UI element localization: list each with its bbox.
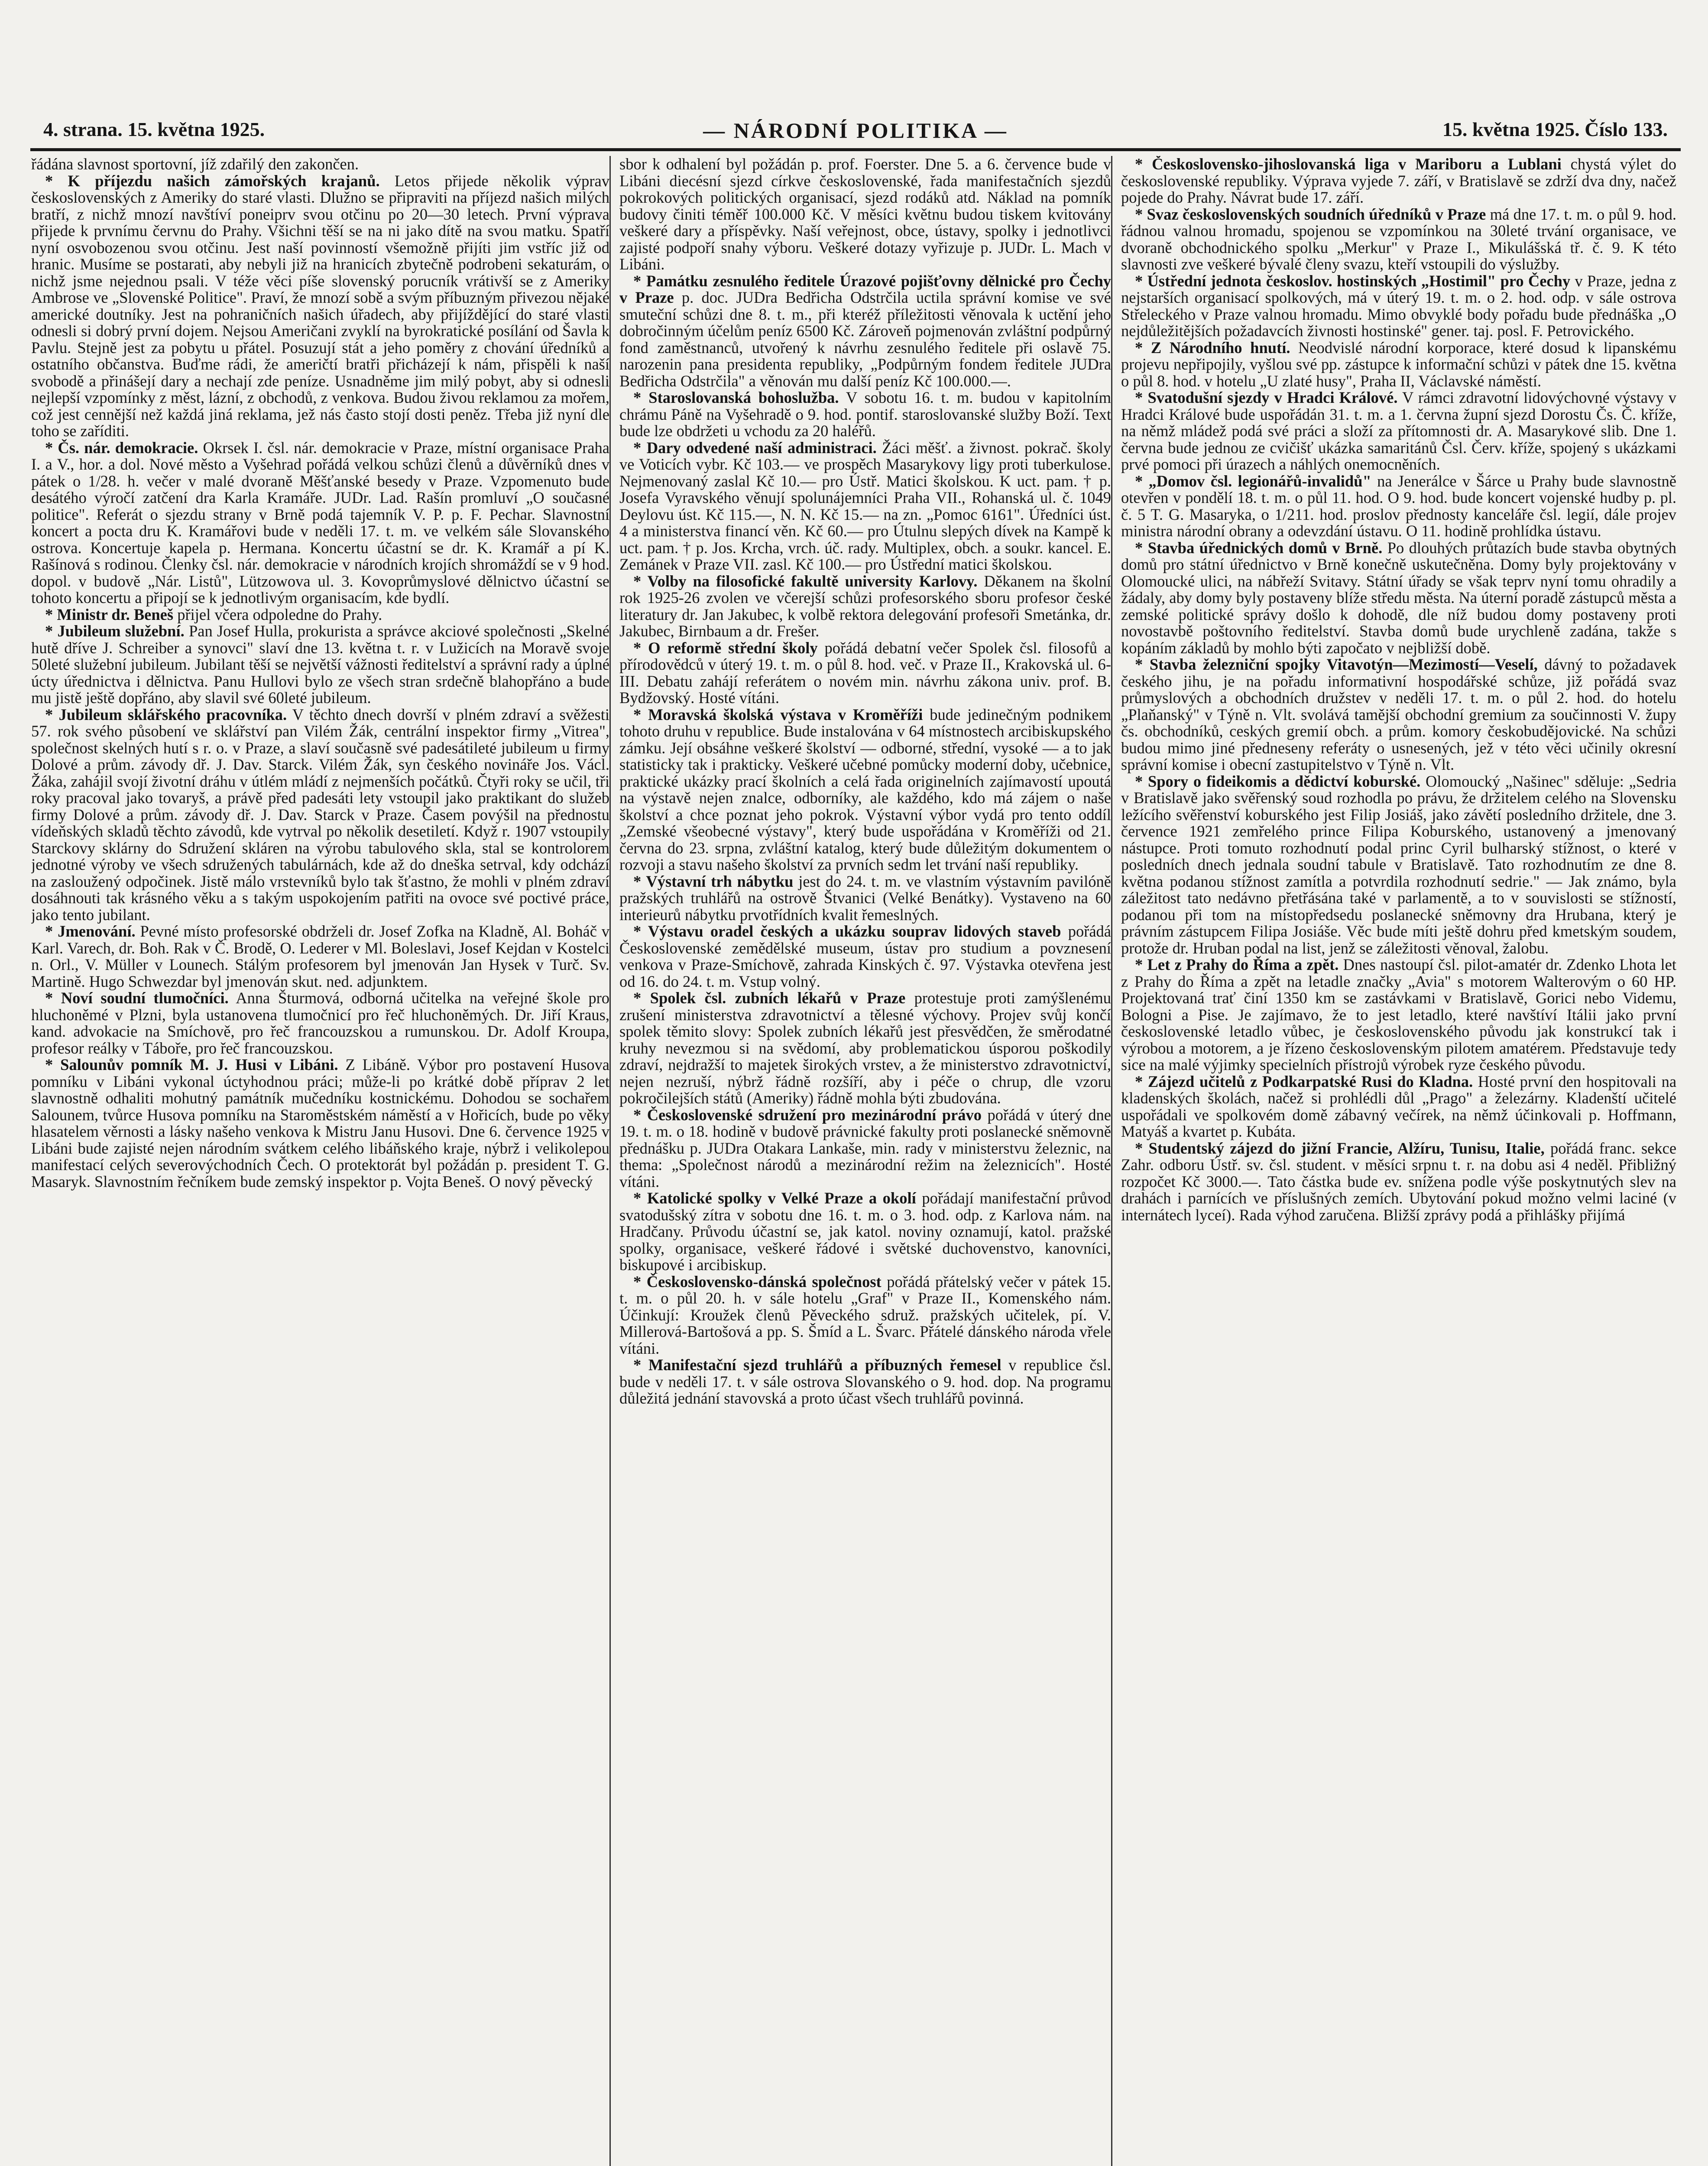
article-paragraph xyxy=(1121,773,1676,957)
article-headline: Katolické spolky v Velké Praze a okolí xyxy=(647,1189,916,1207)
article-body: na Jenerálce v Šárce u Prahy bude slavnostně otevřen v pondělí 18. t. m. o půl 11. hod. O 9. hod. bude koncert vojenské hudby p. pl. č. 5 T. G. Masaryka, o 1/211. hod. proslov přednosty kanceláře čsl. legií, dále projev ministra národní obrany a odevzdání ústavu. O 11. hodině prohlídka ústavu. xyxy=(1121,472,1676,540)
article-headline: Ústřední jednota českoslov. hostinských „Hostimil" pro Čechy xyxy=(1147,272,1571,290)
article-headline: K příjezdu našich zámořských krajanů. xyxy=(68,172,380,190)
article-paragraph xyxy=(31,156,609,173)
article-bullet-icon: * xyxy=(45,705,59,723)
article-paragraph xyxy=(1121,957,1676,1073)
article-paragraph xyxy=(619,389,1111,440)
article-body: Hosté první den hospitovali na kladenských školách, načež si prohlédli důl „Prago" a železárny. Kladenští učitelé uspořádali ve spolkovém domě zábavný večírek, na němž účinkovali p. Hoffmann, Matyáš a kvartet p. Kubáta. xyxy=(1121,1072,1676,1140)
article-bullet-icon: * xyxy=(633,705,648,723)
article-headline: Let z Prahy do Říma a zpět. xyxy=(1147,956,1339,973)
article-body: v republice čsl. bude v neděli 17. t. v sále ostrova Slovanského o 9. hod. dop. Na programu důležitá jednání stavovská a proto účast všech truhlářů povinná. xyxy=(619,1356,1112,1407)
article-headline: Jmenování. xyxy=(58,922,136,940)
article-paragraph xyxy=(1121,340,1676,390)
article-bullet-icon: * xyxy=(633,1356,648,1374)
article-body: protestuje proti zamýšlenému zrušení ministerstva zdravotnictví a tělesné výchovy. Projev svůj končí spolek těmito slovy: Spolek zubních lékařů jest přesvědčen, že směrodatné kruhy nevezmou si na svědomí, aby problematickou úsporou poškodily zdraví, nejdražší to majetek širokých vrstev, a že ministerstvo zdravotnictví, nejen nezruší, nýbrž řádně rozšíří, aby i péče o chrup, dle vzoru pokročilejších států (Ameriky) řádně mohla býti zbudována. xyxy=(619,989,1111,1107)
article-bullet-icon: * xyxy=(45,438,58,457)
article-headline: Z Národního hnutí. xyxy=(1151,338,1290,357)
article-paragraph xyxy=(619,707,1111,873)
article-headline: Svatodušní sjezdy v Hradci Králové. xyxy=(1147,389,1398,406)
article-bullet-icon: * xyxy=(633,1189,647,1207)
article-headline: Ministr dr. Beneš xyxy=(57,605,174,623)
article-body: Pan Josef Hulla, prokurista a správce akciové společnosti „Skelné hutě dříve J. Schreiber a synovci" slaví dne 13. května t. r. v Lužicích na Moravě svoje 50leté služební jubileum. Jubilant těší se největší vážnosti ředitelství a správní rady a úplné úcty úřednictva i dělnictva. Panu Hullovi bylo ze všech stran srdečně blahopřáno a bude mu jistě ještě dopřáno, aby slavil své 60leté jubileum. xyxy=(31,622,610,707)
column-2 xyxy=(619,156,1112,2166)
article-headline: Manifestační sjezd truhlářů a příbuzných řemesel xyxy=(648,1356,1001,1374)
article-bullet-icon: * xyxy=(633,389,649,406)
article-paragraph xyxy=(619,873,1111,924)
article-paragraph xyxy=(1121,540,1676,657)
article-body: p. doc. JUDra Bedřicha Odstrčila uctila správní komise ve své smuteční schůzi dne 8. t. m., při kteréž příležitosti věnovala k uctění jeho dobročinným účelům peníz 6500 Kč. Zároveň pojmenován zvláštní podpůrný fond zaměstnanců, utvořený k návrhu zesnulého ředitele při oslavě 75. narozenin pana presidenta republiky, „Podpůrným fondem ředitele JUDra Bedřicha Odstrčila" a věnován mu další peníz Kč 100.000.—. xyxy=(619,289,1112,390)
article-paragraph xyxy=(31,173,609,440)
article-body: Letos přijede několik výprav československých z Ameriky do staré vlasti. Dlužno se připraviti na příjezd našich milých bratří, z nichž mnozí navštíví poneiprv svou otčinu po 20—30 letech. První výprava přijede k prvnímu červnu do Prahy. Všichni těší se na ni jako dítě na svou matku. Spatří nyní osvobozenou svou otčinu. Jest naší povinností všemožně přijíti jim vstříc již od hranic. Musíme se postarati, aby nebyli již na hranicích zbytečně podrobeni sekaturám, o nichž jsme nejednou psali. V téže věci píše slovenský porucník vrátivší se z Ameriky Ambrose ve „Slovenské Politice". Praví, že mnozí sobě a svým příbuzným přivezou nějaké americké doutníky. Jest na pohraničních našich úřadech, aby přijíždějící do staré vlasti odnesli si dobrý první dojem. Nejsou Američani zvyklí na byrokratické posílání od Šavla k Pavlu. Stejně jest za pobytu u přátel. Posuzují stát a jeho poměry z chování úředníků a ostatního občanstva. Buďme rádi, že američtí bratři přicházejí k nám, přispěli k naší svobodě a přinášejí dary a nechají zde peníze. Usnadněme jim milý pobyt, aby si odnesli nejlepší vzpomínky z měst, lázní, z obchodů, z venkova. Budou živou reklamou za mořem, což jest cennější než každá jiná reklama, jež nás často stojí dosti peněz. Třeba již nyní dle toho se zaříditi. xyxy=(31,172,610,440)
header-left: 4. strana. 15. května 1925. xyxy=(43,118,265,140)
article-paragraph xyxy=(1121,389,1676,473)
article-bullet-icon: * xyxy=(1135,156,1152,173)
article-bullet-icon: * xyxy=(45,622,58,640)
article-bullet-icon: * xyxy=(1135,472,1149,490)
article-body: jest do 24. t. m. ve vlastním výstavním pavilóně pražských truhlářů na ostrově Štvanici (Velké Benátky). Vystaveno na 60 interieurů nábytku prvotřídních kvalit řemeslných. xyxy=(619,872,1112,924)
article-paragraph xyxy=(31,440,609,606)
article-paragraph xyxy=(31,923,609,990)
article-headline: Studentský zájezd do jižní Francie, Alžíru, Tunisu, Italie, xyxy=(1148,1139,1545,1157)
column-3 xyxy=(1121,156,1676,2166)
article-body: řádána slavnost sportovní, jíž zdařilý den zakončen. xyxy=(31,156,359,173)
article-body: v Praze, jedna z nejstarších organisací spolkových, má v úterý 19. t. m. o 2. hod. odp. v sále ostrova Střeleckého v Praze valnou hromadu. Mimo obvyklé body pořadu bude přednáška „O nejdůležitějších požadavcích živnosti hostinské" gener. taj. posl. F. Petrovického. xyxy=(1121,272,1676,340)
article-paragraph xyxy=(1121,656,1676,773)
article-body: pořádá franc. sekce Zahr. odboru Ústř. sv. čsl. student. v měsíci srpnu t. r. na dobu asi 4 neděl. Přibližný rozpočet Kč 3000.—. Tato částka bude ev. snížena podle výše poskytnutých slev na drahách i parnících ve příslušných zemích. Ubytování pokud možno velmi laciné (v internátech lyceí). Rada výhod zaručena. Bližší zprávy podá a přihlášky přijímá xyxy=(1121,1139,1676,1224)
article-paragraph xyxy=(31,707,609,924)
article-bullet-icon: * xyxy=(45,1056,61,1073)
article-headline: Spolek čsl. zubních lékařů v Praze xyxy=(650,989,906,1007)
article-body: Neodvislé národní korporace, které dosud k lipanskému projevu nepřipojily, vyšlou své pp. zástupce k informační schůzi v pátek dne 15. května o půl 8. hod. v hotelu „U zlaté husy", Praha II, Václavské náměstí. xyxy=(1121,338,1676,390)
article-body: V sobotu 16. t. m. budou v kapitolním chrámu Páně na Vyšehradě o 9. hod. pontif. staroslovanské služby Boží. Text bude lze obdržeti u vchodu za 20 haléřů. xyxy=(619,389,1112,440)
article-body: pořádá debatní večer Spolek čsl. filosofů a přírodovědců v úterý 19. t. m. o půl 8. hod. več. v Praze II., Krakovská ul. 6-III. Debatu zahájí referátem o novém min. návrhu zákona univ. prof. B. Bydžovský. Hosté vítáni. xyxy=(619,639,1112,707)
article-body: V těchto dnech dovrší v plném zdraví a svěžesti 57. rok svého působení ve sklářství pan Vilém Žák, centrální inspektor firmy „Vitrea", společnost skelných hutí s r. o. v Praze, a slaví současně své padesátileté jubileum u firmy Dolové a prům. závody dř. J. Dav. Starck. Vilém Žák, syn českého novináře Jos. Václ. Žáka, zahájil svojí životní dráhu v útlém mládí z nejmenších počátků. Čtyři roky se učil, tři roky pracoval jako tovaryš, a právě před padesáti lety vstoupil jako praktikant do služeb firmy Dolové a prům. závody dř. J. Dav. Starck v Praze. Časem povýšil na přednostu vídeňských skladů těchto závodů, kde vytrval po několik desetiletí. Když r. 1907 vstoupily Starckovy sklárny do Sdružení skláren na výrobu tabulového skla, stal se kontrolorem jednotné výroby ve všech sdružených tabulárnách, kde až do dneška setrval, kdy odchází na zasloužený odpočinek. Jistě málo vrstevníků bylo tak šťastno, že mohli v plném zdraví dosáhnouti tak krásného věku a s takým uspokojením patřiti na ovoce své poctivé práce, jako tento jubilant. xyxy=(31,705,609,924)
article-bullet-icon: * xyxy=(633,1272,647,1291)
article-paragraph xyxy=(1121,273,1676,340)
article-headline: Spory o fideikomis a dědictví koburské. xyxy=(1147,772,1421,790)
article-body: pořádá Československé zemědělské museum, ústav pro studium a povznesení venkova v Praze-Smíchově, zahrada Kinských č. 97. Výstavka otevřena jest od 16. do 24. t. m. Vstup volný. xyxy=(619,922,1112,990)
article-headline: Československé sdružení pro mezinárodní právo xyxy=(647,1106,982,1124)
column-1 xyxy=(31,156,611,2166)
article-paragraph xyxy=(619,1274,1111,1357)
article-body: Olomoucký „Našinec" sděluje: „Sedria v Bratislavě jako svěřenský soud rozhodla po právu, že držitelem celého na Slovensku ležícího svěřenství koburského jest Filip Josiáš, jako závětí posledního držitele, dne 3. července 1921 zemřelého prince Filipa Koburského, ustanovený a jmenovaný nástupce. Proti tomuto rozhodnutí podal princ Cyril bulharský stížnost, o které v posledních dnech jednala soudní tabule v Bratislavě. Tato rozhodnutím ze dne 8. května podanou stížnost zamítla a potvrdila rozhodnutí sedrie." — Jak známo, byla záležitost tato nedávno přetřásána také v parlamentě, a to v souvislosti se stížností, podanou při tom na místopředsedu poslanecké sněmovny dra Hrubana, který je právním zástupcem Filipa Josiáše. Věc bude míti ještě dohru před kmetským soudem, protože dr. Hruban podal na list, jenž se záležitosti věnoval, žalobu. xyxy=(1121,772,1676,957)
article-body: chystá výlet do československé republiky. Výprava vyjede 7. září, v Bratislavě se zdrží dva dny, načež pojede do Prahy. Návrat bude 17. září. xyxy=(1121,156,1676,206)
article-bullet-icon: * xyxy=(45,605,57,623)
article-headline: Československo-jihoslovanská liga v Mariboru a Lublani xyxy=(1152,156,1562,173)
article-paragraph xyxy=(619,640,1111,707)
article-body: Děkanem na školní rok 1925-26 zvolen ve včerejší schůzi profesorského sboru profesor české literatury dr. Jan Jakubec, k volbě rektora delegování profesoři Smetánka, dr. Jakubec, Birnbaum a dr. Frešer. xyxy=(619,572,1112,640)
article-bullet-icon: * xyxy=(1135,205,1147,223)
article-headline: O reformě střední školy xyxy=(648,639,818,657)
article-paragraph xyxy=(619,990,1111,1107)
article-body: Okrsek I. čsl. nár. demokracie v Praze, místní organisace Praha I. a V., hor. a dol. Nové město a Vyšehrad pořádá velkou schůzi členů a důvěrníků dnes v pátek o 1/28. h. večer v malé dvoraně Měšťanské besedy v Praze. Vzpomenuto bude desátého výročí zatčení dra Karla Kramáře. JUDr. Lad. Rašín promluví „O současné politice". Referát o sjezdu strany v Brně podá tajemník V. P. p. F. Pechar. Slavnostní koncert a pocta dru K. Kramářovi bude v neděli 17. t. m. ve velkém sále Slovanského ostrova. Koncertuje kapela p. Hermana. Koncertu účastní se dr. K. Kramář a pí K. Rašínová s rodinou. Členky čsl. nár. demokracie v národních krojích shromáždí se v 9 hod. dopol. v budově „Nár. Listů", Lützowova ul. 3. Kovoprůmyslové dělnictvo účastní se tohoto koncertu a připojí se k jednotlivým organisacím, kde bydlí. xyxy=(31,438,609,606)
article-headline: Čs. nár. demokracie. xyxy=(58,438,198,457)
article-body: přijel včera odpoledne do Prahy. xyxy=(177,605,382,623)
article-paragraph xyxy=(1121,206,1676,273)
masthead-title: — NÁRODNÍ POLITIKA — xyxy=(703,118,1008,143)
article-paragraph xyxy=(619,440,1111,573)
article-body: dávný to požadavek českého jihu, je na pořadu informativní hospodářské schůze, již pořádá svaz průmyslových a obchodních družstev v neděli 17. t. m. o půl 2. hod. do hotelu „Plaňanský" v Týně n. Vlt. svolává tamější obchodní gremium za součinnosti V. župy čs. obchodníků, ceských gremií obch. a prům. komory českobudějovické. Na schůzi budou mimo jiné předneseny referáty o usnesených, jež v této věci učinily okresní správní komise i obecní zastupitelstvo v Týně n. Vlt. xyxy=(1121,655,1676,773)
article-headline: Volby na filosofické fakultě university Karlovy. xyxy=(647,572,978,590)
article-headline: Svaz československých soudních úředníků v Praze xyxy=(1147,205,1486,223)
article-headline: Stavba úřednických domů v Brně. xyxy=(1147,538,1383,557)
article-bullet-icon: * xyxy=(633,639,648,657)
article-paragraph xyxy=(619,1107,1111,1190)
article-bullet-icon: * xyxy=(45,989,61,1007)
article-headline: Staroslovanská bohoslužba. xyxy=(648,389,839,406)
article-bullet-icon: * xyxy=(633,1106,647,1124)
article-headline: Noví soudní tlumočníci. xyxy=(61,989,229,1007)
article-headline: Jubileum služební. xyxy=(57,622,185,640)
article-body: pořádá přátelský večer v pátek 15. t. m. o půl 20. h. v sále hotelu „Graf" v Praze II., Komenského nám. Účinkují: Kroužek členů Pěveckého sdruž. pražských učitelek, pí. V. Millerová-Bartošová a pp. S. Šmíd a L. Švarc. Přátelé dánského národa vřele vítáni. xyxy=(619,1272,1112,1357)
article-headline: Moravská školská výstava v Kroměříži xyxy=(648,705,923,723)
article-body: sbor k odhalení byl požádán p. prof. Foerster. Dne 5. a 6. července bude v Libáni diecésní sjezd církve československé, řada manifestačních sjezdů pokrokových politických organisací, sjezd rodáků atd. Náklad na pomník budovy činiti téměř 100.000 Kč. V měsíci květnu budou tiskem kvitovány veškeré dary a příspěvky. Naší veřejnost, obce, ústavy, spolky i jednotlivci zajisté podpoří snahy výboru. Veškeré dotazy vyřizuje p. JUDr. L. Mach v Libáni. xyxy=(619,156,1111,273)
article-headline: „Domov čsl. legionářů-invalidů" xyxy=(1148,472,1371,490)
article-body: Žáci měšť. a živnost. pokrač. školy ve Voticích vybr. Kč 103.— ve prospěch Masarykovy ligy proti tuberkulose. Nejmenovaný zaslal Kč 10.— pro Ústř. Matici školskou. K uct. pam. † p. Josefa Vyravského věnují spolunájemníci Praha VII., Rohanská ul. č. 1049 Deylovu úst. Kč 115.—, N. N. Kč 15.— na zn. „Pomoc 6161". Úředníci úst. 4 a ministerstva financí věn. Kč 60.— pro Útulnu slepých dívek na Kampě k uct. pam. † p. Jos. Krcha, vrch. úč. rady. Multiplex, obch. a soukr. kancel. E. Zemánek v Praze VII. zasl. Kč 100.— pro Ústřední matici školskou. xyxy=(619,438,1112,573)
article-body: Anna Šturmová, odborná učitelka na veřejné škole pro hluchoněmé v Plzni, byla ustanovena tlumočnicí pro řeč hluchoněmých. Dr. Jiří Kraus, kand. advokacie na Smíchově, pro řeč francouzskou a rumunskou. Dr. Adolf Kroupa, profesor reálky v Táboře, pro řeč francouzskou. xyxy=(31,989,609,1057)
article-bullet-icon: * xyxy=(633,272,646,290)
article-paragraph xyxy=(1121,156,1676,206)
header-right: 15. května 1925. Číslo 133. xyxy=(1442,118,1668,140)
article-paragraph xyxy=(31,623,609,707)
article-paragraph xyxy=(619,923,1111,990)
article-headline: Salounův pomník M. J. Husi v Libáni. xyxy=(60,1056,338,1073)
article-headline: Výstavu oradel českých a ukázku souprav lidových staveb xyxy=(648,922,1061,940)
article-body: má dne 17. t. m. o půl 9. hod. řádnou valnou hromadu, spojenou se vzpomínkou na 30leté trvání organisace, ve dvoraně obchodnického spolku „Merkur" v Praze I., Mikulášská tř. č. 9. K této slavnosti zve veškeré bývalé členy svazu, kteří vstoupili do výslužby. xyxy=(1121,205,1676,273)
article-headline: Výstavní trh nábytku xyxy=(646,872,794,890)
article-bullet-icon: * xyxy=(1135,772,1148,790)
article-bullet-icon: * xyxy=(1135,272,1147,290)
article-bullet-icon: * xyxy=(1135,338,1151,357)
article-bullet-icon: * xyxy=(633,872,646,890)
article-paragraph xyxy=(31,1057,609,1190)
article-bullet-icon: * xyxy=(633,572,648,590)
article-body: pořádá v úterý dne 19. t. m. o 18. hodině v budově právnické fakulty proti poslanecké sněmovně přednášku p. JUDra Otakara Lankaše, min. rady v ministerstvu železnic, na thema: „Společnost národů a mezinárodní režim na železnicích". Hosté vítáni. xyxy=(619,1106,1111,1190)
article-headline: Památku zesnulého ředitele Úrazové pojišťovny dělnické pro Čechy v Praze xyxy=(619,272,1111,306)
article-headline: Zájezd učitelů z Podkarpatské Rusi do Kladna. xyxy=(1147,1072,1473,1090)
article-paragraph xyxy=(619,156,1111,273)
article-paragraph xyxy=(31,606,609,623)
article-body: Pevné místo profesorské obdrželi dr. Josef Zofka na Kladně, Al. Boháč v Karl. Varech, dr. Boh. Rak v Č. Brodě, O. Lederer v Ml. Boleslavi, Josef Kejdan v Kostelci n. Orl., V. Müller v Lounech. Stálým profesorem byl jmenován Jan Hysek v Turč. Sv. Martině. Hugo Schwezdar byl jmenován skut. ned. adjunktem. xyxy=(31,922,610,990)
article-paragraph xyxy=(619,273,1111,390)
article-bullet-icon: * xyxy=(1135,956,1147,973)
article-paragraph xyxy=(1121,1140,1676,1224)
article-body: pořádají manifestační průvod svatodušský zítra v sobotu dne 16. t. m. o 3. hod. odp. z Karlova nám. na Hradčany. Průvodu účastní se, jak katol. noviny oznamují, katol. pražské spolky, organisace, veškeré řádové i světské duchovenstvo, kanovníci, biskupové i arcibiskup. xyxy=(619,1189,1112,1274)
article-bullet-icon: * xyxy=(633,989,650,1007)
article-bullet-icon: * xyxy=(633,922,648,940)
article-headline: Jubileum sklářského pracovníka. xyxy=(58,705,287,723)
article-bullet-icon: * xyxy=(1135,1139,1149,1157)
article-body: Z Libáně. Výbor pro postavení Husova pomníku v Libáni vykonal úctyhodnou práci; může-li po krátké době příprav 2 let slavnostně odhaliti mohutný památník mučedníku kostnickému. Dohodou se sochařem Salounem, tvůrce Husova pomníku na Staroměstském náměstí a v Hořicích, bude po věky hlasatelem věrnosti a lásky našeho venkova k Mistru Janu Husovi. Dne 6. července 1925 v Libáni bude zajisté nejen národním svátkem celého libáňského kraje, nýbrž i velikolepou manifestací celých severovýchodních Čech. O protektorát byl požádán p. president T. G. Masaryk. Slavnostním řečníkem bude zemský inspektor p. Vojta Beneš. O nový pěvecký xyxy=(31,1056,610,1190)
article-paragraph xyxy=(31,990,609,1057)
article-bullet-icon: * xyxy=(45,172,68,190)
article-headline: Stavba železniční spojky Vitavotýn—Mezimostí—Veselí, xyxy=(1149,655,1538,673)
article-paragraph xyxy=(619,1357,1111,1407)
article-body: Po dlouhých průtazích bude stavba obytných domů pro státní úřednictvo v Brně konečně uskutečněna. Domy byly projektovány v Olomoucké ulici, na nábřeží Svitavy. Státní úřady se však teprv nyní tomu ohradily a žádaly, aby domy byly postaveny blíže středu města. Na úterní poradě zástupců města a zemské politické správy došlo k dohodě, dle níž budou domy postaveny proti novostavbě poštovního ředitelství. Stavba domů bude urychleně zadána, takže s kopáním základů by mohlo býti započato v nejbližší době. xyxy=(1121,538,1676,657)
article-paragraph xyxy=(1121,473,1676,540)
article-paragraph xyxy=(619,573,1111,640)
article-body: bude jedinečným podnikem tohoto druhu v republice. Bude instalována v 64 místnostech arcibiskupského zámku. Její obsáhne veškeré školství — odborné, střední, vysoké — a to jak statisticky tak i prakticky. Veškeré učebné pomůcky moderní doby, učebnice, praktické ukázky prací školních a celá řada originelních zajímavostí upoutá na výstavě nejen znalce, odborníky, ale každého, kdo má zájem o naše školství a chce poznat jeho pokrok. Výstavní výbor vydá pro tento oddíl „Zemské všeobecné výstavy", který bude uspořádána v Kroměříži od 21. června do 23. srpna, zvláštní katalog, který bude důležitým dokumentem o rozvoji a stavu našeho školství za prvních sedm let trvání naší republiky. xyxy=(619,705,1112,873)
article-bullet-icon: * xyxy=(1135,1072,1148,1090)
article-bullet-icon: * xyxy=(1135,389,1148,406)
article-paragraph xyxy=(1121,1073,1676,1140)
article-bullet-icon: * xyxy=(1135,655,1150,673)
article-body: V rámci zdravotní lidovýchovné výstavy v Hradci Králové bude uspořádán 31. t. m. a 1. června župní sjezd Dorostu Čs. Č. kříže, na němž mládež podá své práci a složí za přítomnosti dr. A. Masarykové slib. Dne 1. června bude jednou ze cvičišť ukázka samaritánů Čsl. Červ. kříže, spojený s ukázkami prvé pomoci při úrazech a náhlých onemocněních. xyxy=(1121,389,1676,473)
page-header xyxy=(30,113,1681,151)
article-headline: Československo-dánská společnost xyxy=(646,1272,882,1291)
article-body: Dnes nastoupí čsl. pilot-amatér dr. Zdenko Lhota let z Prahy do Říma a zpět na letadle značky „Avia" s motorem Walterovým o 60 HP. Projektovaná trať činí 1350 km se zastávkami v Bratislavě, Gorici nebo Videmu, Bologni a Pise. Je zajímavo, že to jest letadlo, které navštíví Itálii jako první československé letadlo vůbec, je československého původu jak konstrukcí tak i výrobou a motorem, a je řízeno československým pilotem amatérem. Představuje tedy sice na malé výjimky specielních přístrojů výrobek ryze českého původu. xyxy=(1121,956,1676,1073)
article-bullet-icon: * xyxy=(1135,538,1148,557)
article-bullet-icon: * xyxy=(45,922,58,940)
article-bullet-icon: * xyxy=(633,438,647,457)
article-paragraph xyxy=(619,1190,1111,1274)
article-headline: Dary odvedené naší administraci. xyxy=(646,438,877,457)
